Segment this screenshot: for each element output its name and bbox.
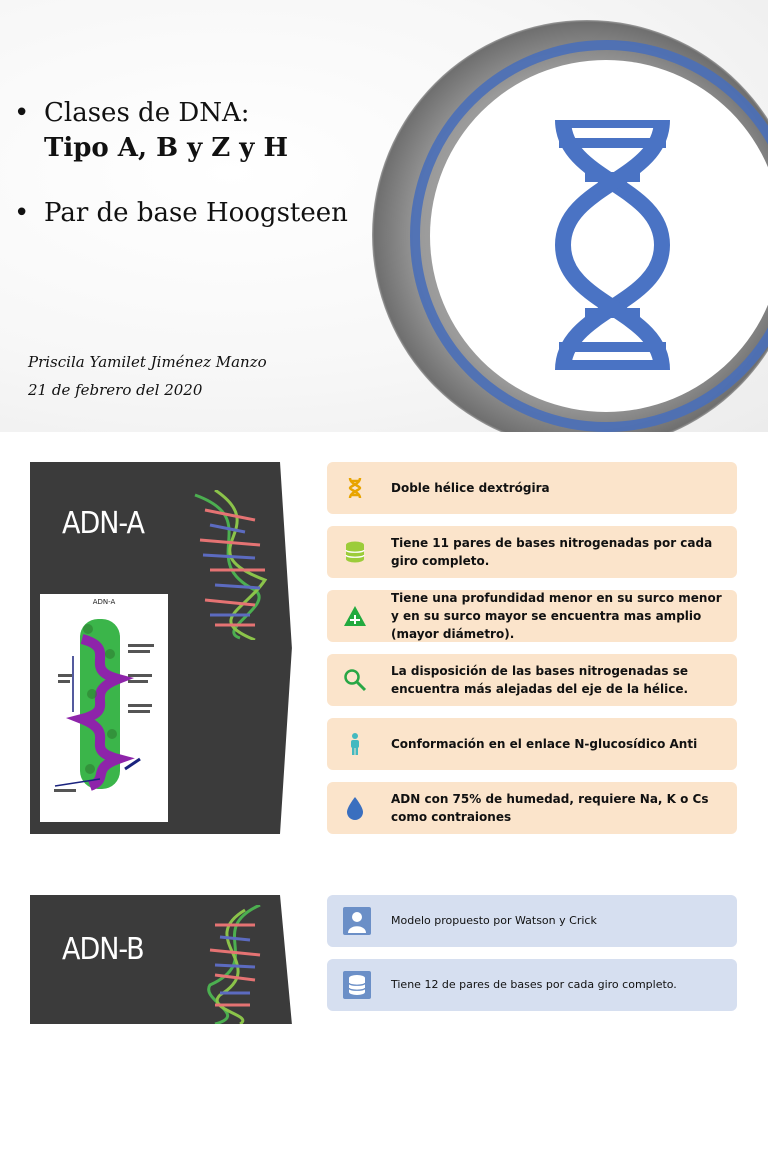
item-text: Tiene 12 de pares de bases por cada giro completo. [391,978,677,991]
list-item [327,526,737,578]
panel-title: ADN-B [62,932,144,967]
list-item [327,590,737,642]
list-item [327,895,737,947]
panel-title: ADN-A [62,506,144,541]
figure-title: ADN-A [92,598,116,606]
bullet-dot: • [14,198,30,228]
person-badge-icon [343,907,371,935]
bullet-subtitle: Tipo A, B y Z y H [44,133,289,163]
item-text: Conformación en el enlace N-glucosídico Anti [391,737,698,751]
item-text: ADN con 75% de humedad, requiere Na, K o Cs como contraiones [391,792,709,824]
bullet-item [14,196,348,230]
bullet-item [14,96,348,130]
list-item [327,462,737,514]
dna-helix-model-image [195,905,270,1024]
author-name: Priscila Yamilet Jiménez Manzo [28,353,267,371]
database-icon [343,540,367,564]
item-text: Tiene 11 pares de bases nitrogenadas por cada giro completo. [391,536,713,568]
dna-helix-model-image [185,490,275,640]
list-item [327,718,737,770]
item-text: Tiene una profundidad menor en su surco menor y en su surco mayor se encuentra mas amplio (mayor diámetro). [391,591,722,641]
list-item [327,782,737,834]
item-text: Modelo propuesto por Watson y Crick [391,914,597,927]
dna-icon [545,120,680,370]
water-drop-icon [343,796,367,820]
magnifier-icon [343,668,367,692]
title-block [14,96,348,230]
author-block [28,348,267,404]
list-item [327,654,737,706]
bullet-text: Clases de DNA: [44,98,250,128]
dna-icon [343,476,367,500]
bullet-dot: • [14,98,30,128]
person-icon [343,732,367,756]
bullet-text: Par de base Hoogsteen [44,198,348,228]
presentation-date: 21 de febrero del 2020 [28,381,203,399]
item-text: La disposición de las bases nitrogenadas se encuentra más alejadas del eje de la hélice. [391,664,689,696]
list-item [327,959,737,1011]
database-icon [343,971,371,999]
item-text: Doble hélice dextrógira [391,481,550,495]
adn-a-diagram-image [40,594,168,822]
adn-a-figure [40,594,168,822]
title-slide [0,0,768,432]
triangle-icon [343,604,367,628]
